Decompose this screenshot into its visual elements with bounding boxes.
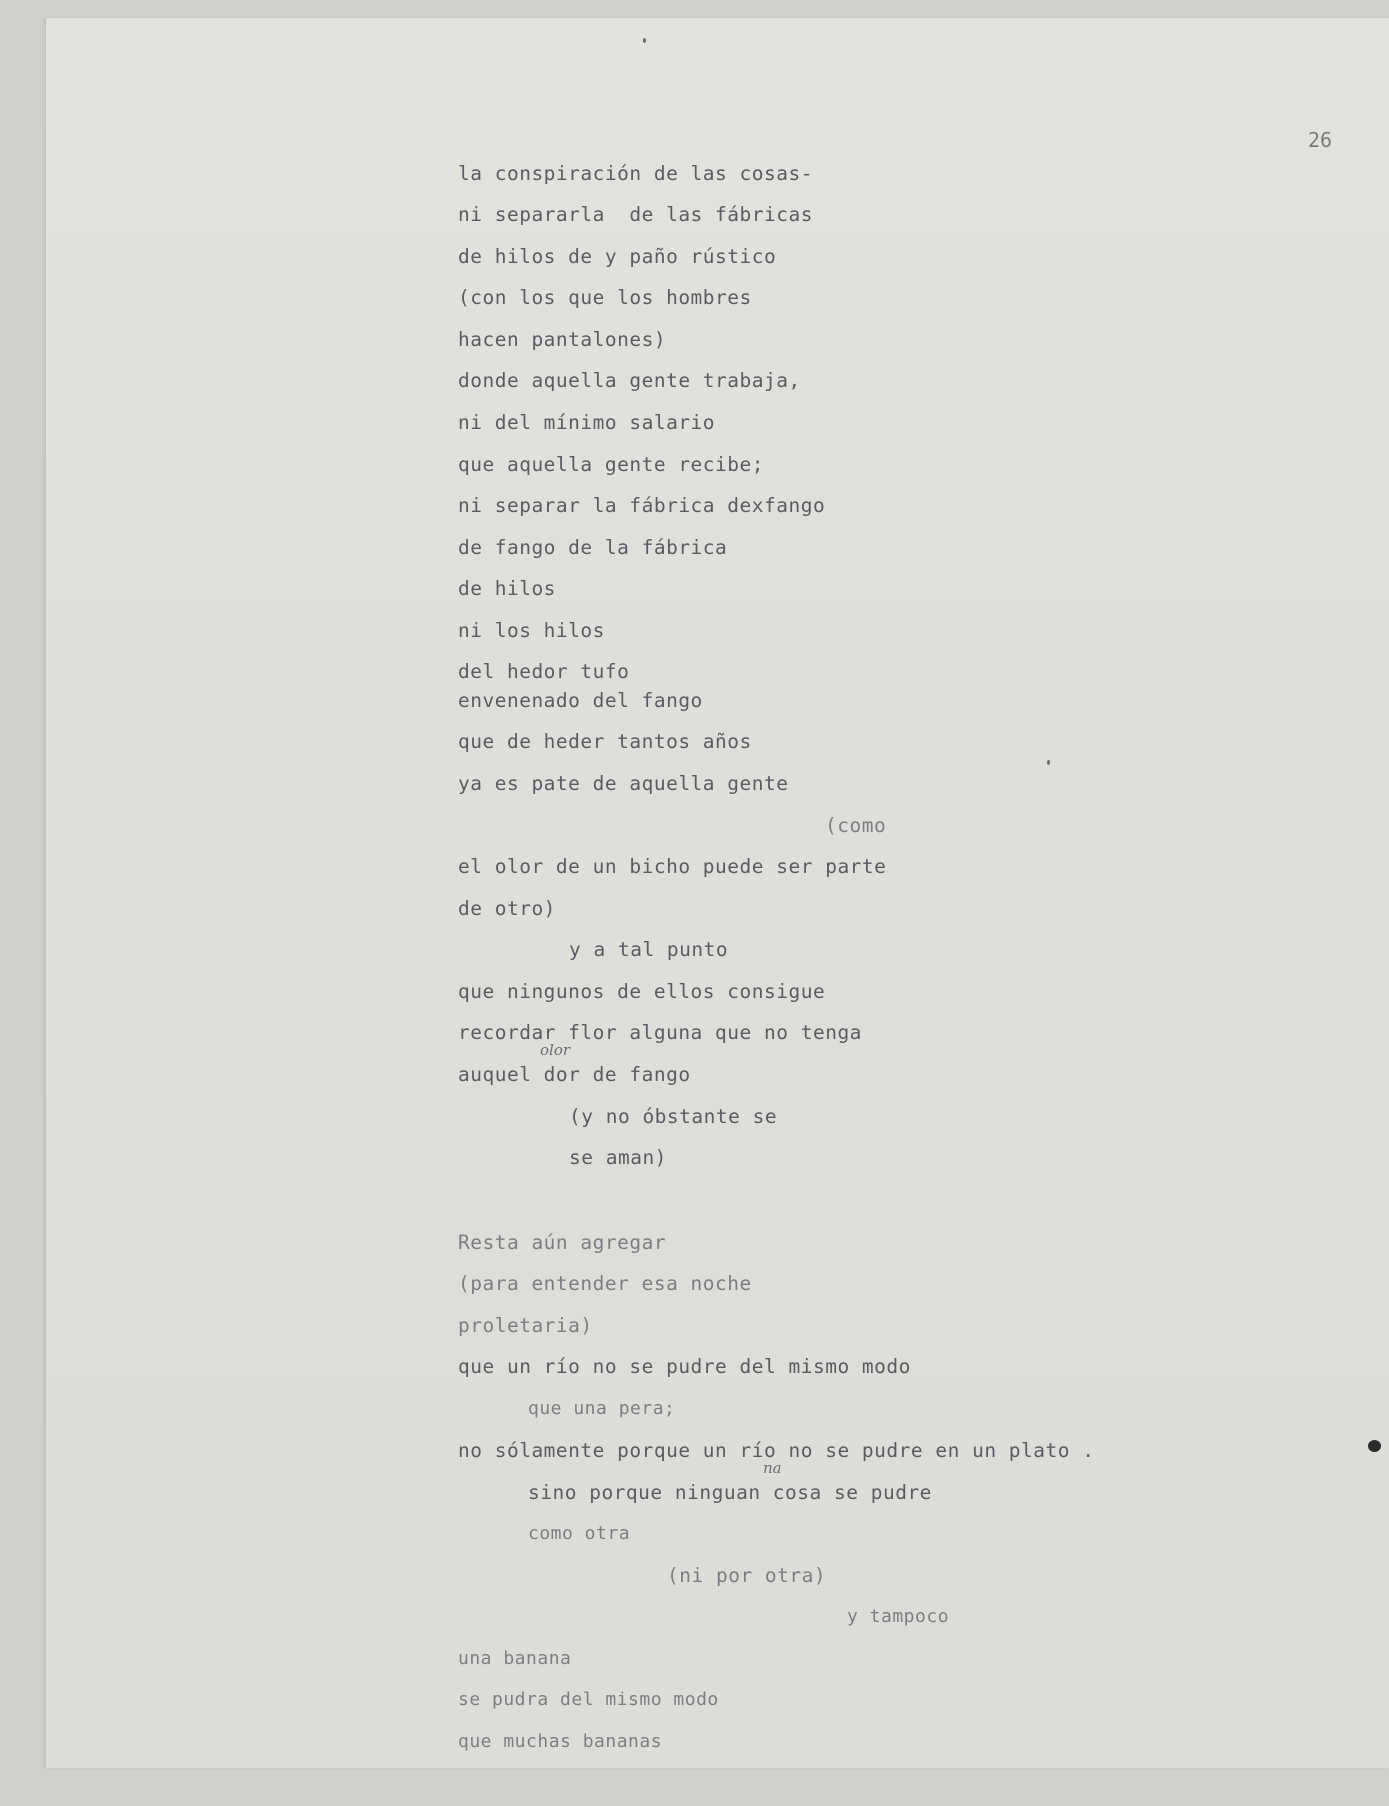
handwritten-correction: olor — [540, 1041, 571, 1059]
poem-line: sino porque ninguan cosa se pudre — [528, 1481, 932, 1504]
poem-line: que muchas bananas — [458, 1731, 663, 1752]
poem-line: (para entender esa noche — [458, 1272, 752, 1295]
poem-line: ni separarla de las fábricas — [458, 203, 813, 226]
poem-line: de hilos de y paño rústico — [458, 245, 777, 268]
poem-line: la conspiración de las cosas- — [458, 162, 813, 185]
handwritten-correction: na — [763, 1459, 782, 1477]
poem-line: el olor de un bicho puede ser parte — [458, 855, 887, 878]
poem-line: ni del mínimo salario — [458, 411, 716, 434]
ink-speck — [643, 38, 646, 43]
poem-line: (con los que los hombres — [458, 286, 752, 309]
poem-line: (como — [825, 814, 887, 837]
poem-line: que aquella gente recibe; — [458, 453, 764, 476]
poem-line: que un río no se pudre del mismo modo — [458, 1355, 911, 1378]
poem-line: ni los hilos — [458, 619, 605, 642]
poem-line: no sólamente porque un río no se pudre en un plato . — [458, 1439, 1095, 1462]
poem-line: que una pera; — [528, 1398, 676, 1419]
poem-line: hacen pantalones) — [458, 328, 667, 351]
poem-line: de fango de la fábrica — [458, 536, 728, 559]
poem-line: se aman) — [569, 1146, 667, 1169]
poem-line: recordar flor alguna que no tenga — [458, 1021, 862, 1044]
page-number: 26 — [1308, 128, 1333, 152]
punch-hole-mark — [1368, 1440, 1381, 1452]
poem-line: que ningunos de ellos consigue — [458, 980, 826, 1003]
poem-line: envenenado del fango — [458, 689, 703, 712]
poem-line: del hedor tufo — [458, 660, 630, 683]
poem-line: y a tal punto — [569, 938, 729, 961]
typewritten-sheet — [46, 18, 1389, 1768]
poem-line: que de heder tantos años — [458, 730, 752, 753]
poem-line: de otro) — [458, 897, 556, 920]
poem-line: ya es pate de aquella gente — [458, 772, 789, 795]
poem-line: una banana — [458, 1648, 572, 1669]
poem-line: se pudra del mismo modo — [458, 1689, 719, 1710]
poem-line: de hilos — [458, 577, 556, 600]
poem-line: como otra — [528, 1523, 631, 1544]
poem-line: (ni por otra) — [667, 1564, 827, 1587]
poem-line: auquel dor de fango — [458, 1063, 691, 1086]
poem-line: proletaria) — [458, 1314, 593, 1337]
poem-line: y tampoco — [847, 1606, 950, 1627]
poem-line: Resta aún agregar — [458, 1231, 667, 1254]
poem-line: ni separar la fábrica dexfango — [458, 494, 826, 517]
poem-line: (y no óbstante se — [569, 1105, 778, 1128]
ink-speck — [1047, 760, 1050, 765]
poem-line: donde aquella gente trabaja, — [458, 369, 801, 392]
